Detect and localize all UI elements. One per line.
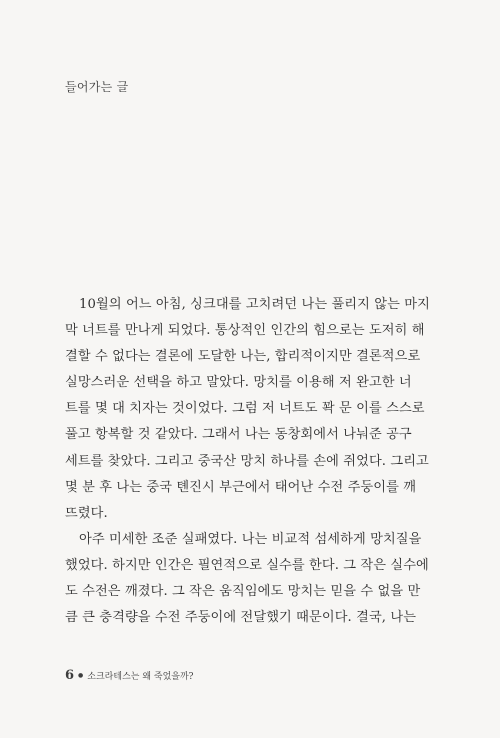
text-line: 풀고 항복할 것 같았다. 그래서 나는 동창회에서 나눠준 공구 (65, 427, 412, 443)
text-line: 세트를 찾았다. 그리고 중국산 망치 하나를 손에 쥐었다. 그리고 (65, 453, 429, 469)
text-line: 도 수전은 깨졌다. 그 작은 움직임에도 망치는 믿을 수 없을 만 (65, 584, 421, 600)
text-line: 아주 미세한 조준 실패였다. 나는 비교적 섬세하게 망치질을 (79, 531, 422, 547)
page-number: 6 (65, 668, 75, 683)
paragraph-2 (65, 527, 440, 631)
text-line: 했었다. 하지만 인간은 필연적으로 실수를 한다. 그 작은 실수에 (65, 557, 429, 573)
text-line: 실망스러운 선택을 하고 말았다. 망치를 이용해 저 완고한 너 (65, 375, 412, 391)
paragraph-1 (65, 292, 440, 527)
text-line: 큼 큰 충격량을 수전 주둥이에 전달했기 때문이다. 결국, 나는 (65, 610, 417, 626)
text-line: 뜨렸다. (65, 505, 108, 521)
text-line: 몇 분 후 나는 중국 톈진시 부근에서 태어난 수전 주둥이를 깨 (65, 479, 417, 495)
section-title: 들어가는 글 (65, 80, 129, 94)
text-line: 막 너트를 만나게 되었다. 통상적인 인간의 힘으로는 도저히 해 (65, 323, 425, 339)
text-line: 결할 수 없다는 결론에 도달한 나는, 합리적이지만 결론적으로 (65, 349, 421, 365)
text-line: 10월의 어느 아침, 싱크대를 고치려던 나는 풀리지 않는 마지 (79, 297, 430, 312)
book-title: 소크라테스는 왜 죽었을까? (87, 672, 194, 682)
text-line: 트를 몇 대 치자는 것이었다. 그럼 저 너트도 꽉 문 이를 스스로 (65, 401, 425, 417)
page-footer (65, 668, 193, 683)
body-text (65, 292, 440, 631)
bullet-dot-icon: ● (78, 672, 84, 679)
